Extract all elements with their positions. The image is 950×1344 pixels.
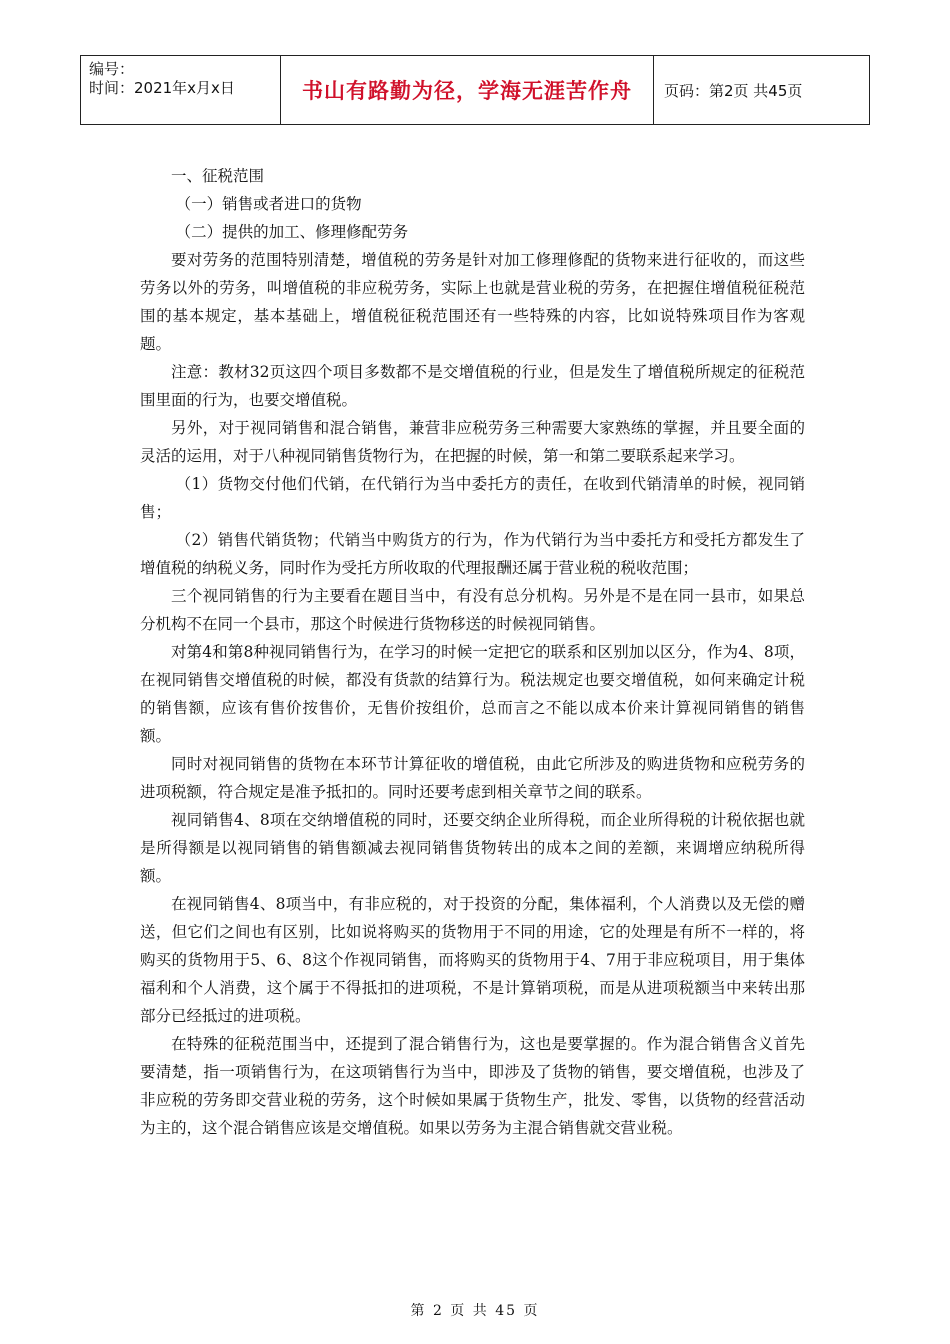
paragraph: 同时对视同销售的货物在本环节计算征收的增值税，由此它所涉及的购进货物和应税劳务的进项税额，符合规定是准予抵扣的。同时还要考虑到相关章节之间的联系。 — [140, 755, 805, 801]
paragraph: 对第4和第8种视同销售行为，在学习的时候一定把它的联系和区别加以区分，作为4、8项，在视同销售交增值税的时候，都没有货款的结算行为。税法规定也要交增值税，如何来确定计税的销售额，应该有售价按售价，无售价按组价，总而言之不能以成本价来计算视同销售的销售额。 — [140, 643, 805, 745]
section-heading: 一、征税范围 — [171, 167, 265, 185]
subsection-heading: （二）提供的加工、修理修配劳务 — [175, 223, 409, 241]
document-body — [140, 162, 805, 1142]
header-page-info: 页码：第2页 共45页 — [664, 81, 803, 100]
header-motto: 书山有路勤为径，学海无涯苦作舟 — [281, 56, 654, 124]
paragraph: 三个视同销售的行为主要看在题目当中，有没有总分机构。另外是不是在同一县市，如果总分机构不在同一个县市，那这个时候进行货物移送的时候视同销售。 — [140, 587, 805, 633]
page-footer: 第 2 页 共 45 页 — [410, 1303, 540, 1319]
paragraph: 要对劳务的范围特别清楚，增值税的劳务是针对加工修理修配的货物来进行征收的，而这些劳务以外的劳务，叫增值税的非应税劳务，实际上也就是营业税的劳务，在把握住增值税征税范围的基本规定，基本基础上，增值税征税范围还有一些特殊的内容，比如说特殊项目作为客观题。 — [140, 251, 805, 353]
paragraph: 在特殊的征税范围当中，还提到了混合销售行为，这也是要掌握的。作为混合销售含义首先要清楚，指一项销售行为，在这项销售行为当中，即涉及了货物的销售，要交增值税，也涉及了非应税的劳务即交营业税的劳务，这个时候如果属于货物生产，批发、零售，以货物的经营活动为主的，这个混合销售应该是交增值税。如果以劳务为主混合销售就交营业税。 — [140, 1035, 805, 1137]
document-time-label: 时间：2021年x月x日 — [89, 79, 235, 97]
subsection-heading: （一）销售或者进口的货物 — [175, 195, 362, 213]
paragraph: 注意：教材32页这四个项目多数都不是交增值税的行业，但是发生了增值税所规定的征税范围里面的行为，也要交增值税。 — [140, 363, 805, 409]
paragraph: 另外，对于视同销售和混合销售，兼营非应税劳务三种需要大家熟练的掌握，并且要全面的灵活的运用，对于八种视同销售货物行为，在把握的时候，第一和第二要联系起来学习。 — [140, 419, 805, 465]
page-header — [80, 55, 870, 125]
paragraph: （2）销售代销货物；代销当中购货方的行为，作为代销行为当中委托方和受托方都发生了增值税的纳税义务，同时作为受托方所收取的代理报酬还属于营业税的税收范围； — [140, 531, 805, 577]
document-number-label: 编号： — [89, 60, 135, 78]
paragraph: 在视同销售4、8项当中，有非应税的，对于投资的分配，集体福利，个人消费以及无偿的赠送，但它们之间也有区别，比如说将购买的货物用于不同的用途，它的处理是有所不一样的，将购买的货物用于5、6、8这个作视同销售，而将购买的货物用于4、7用于非应税项目，用于集体福利和个人消费，这个属于不得抵扣的进项税，不是计算销项税，而是从进项税额当中来转出那部分已经抵过的进项税。 — [140, 895, 805, 1025]
paragraph: （1）货物交付他们代销，在代销行为当中委托方的责任，在收到代销清单的时候，视同销售； — [140, 475, 805, 521]
header-meta — [81, 56, 281, 124]
paragraph: 视同销售4、8项在交纳增值税的同时，还要交纳企业所得税，而企业所得税的计税依据也就是所得额是以视同销售的销售额减去视同销售货物转出的成本之间的差额，来调增应纳税所得额。 — [140, 811, 805, 885]
